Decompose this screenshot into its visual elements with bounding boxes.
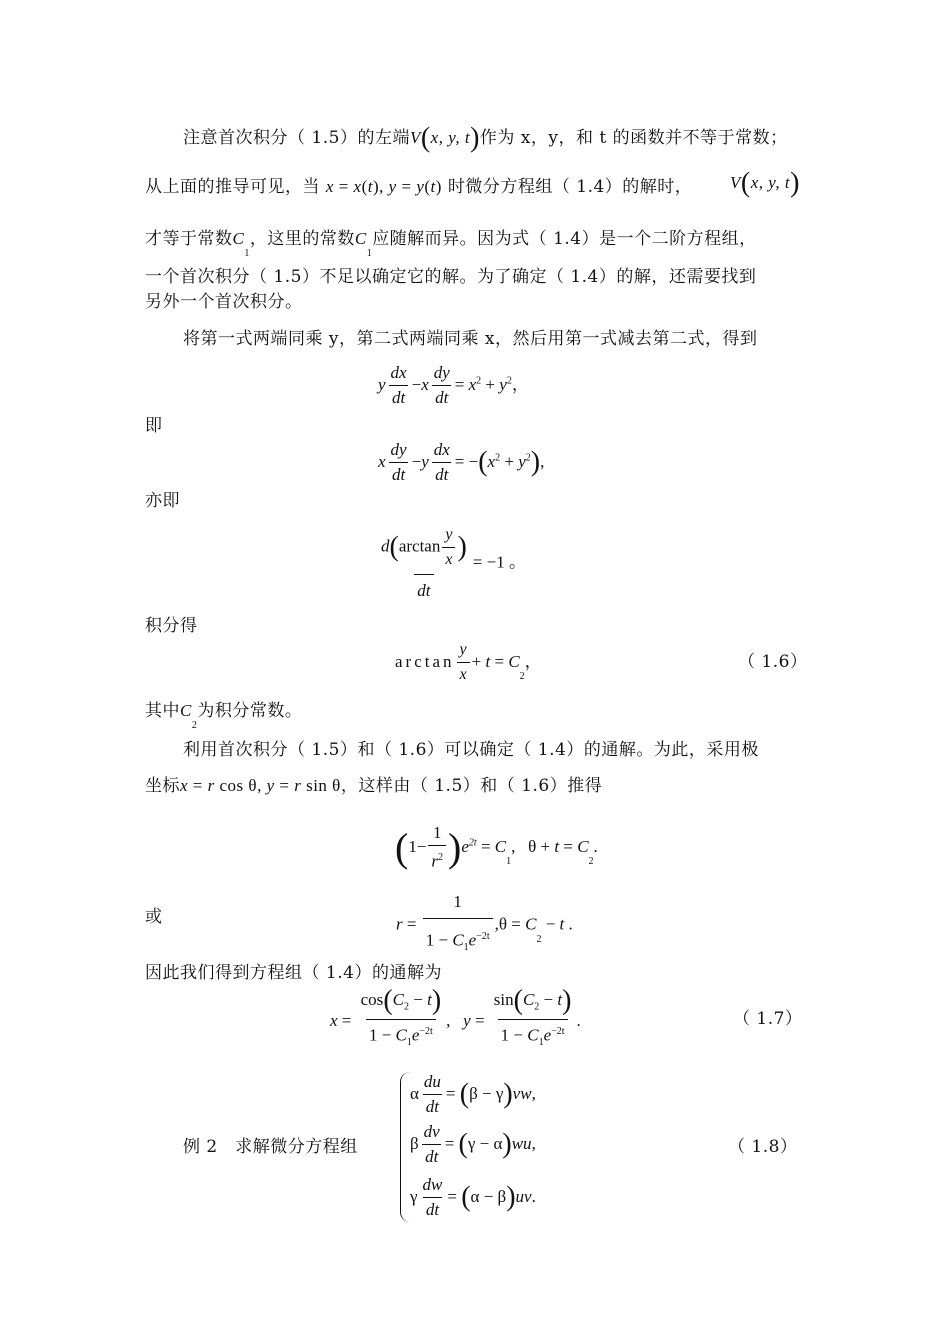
- math-V: V: [409, 128, 421, 147]
- para3-line1: 利用首次积分（ 1.5）和（ 1.6）可以确定（ 1.4）的通解。为此，采用极: [183, 740, 759, 760]
- equation-1: y $\frac{dx}{dt}$ −x $\frac{dy}{dt}$ = $x^2 + y^2$，: [378, 363, 529, 407]
- text-segment: ，这里的常数: [249, 229, 355, 249]
- equation-label-1-8: （ 1.8）: [728, 1137, 798, 1157]
- equation-1-7: x = $\frac{\cos(C_2 - t)}{1 - C_1e^{-2t}}$ , y = $\frac{\sin(C_2 - t)}{1 - C_1e^{-2t}}$ .: [330, 990, 581, 1053]
- equation-r: r = $\frac{1}{1 - C_1e^{-2t}}$ $,\theta = C_2 - t$ .: [396, 892, 573, 958]
- equation-label-1-6: （ 1.6）: [738, 652, 808, 672]
- general-solution-text: 因此我们得到方程组（ 1.4）的通解为: [145, 963, 442, 983]
- text-segment: ，这样由（ 1.5）和（ 1.6）推得: [340, 776, 603, 796]
- equation-label-1-7: （ 1.7）: [733, 1009, 803, 1029]
- text-segment: 从上面的推导可见，当: [145, 177, 320, 197]
- para1-line4: 一个首次积分（ 1.5）不足以确定它的解。为了确定（ 1.4）的解，还需要找到: [145, 267, 757, 287]
- example-2-heading: 例 2 求解微分方程组: [183, 1137, 358, 1157]
- para1-line5: 另外一个首次积分。: [145, 292, 303, 312]
- math-V-xyt-2: V(x, y, t): [730, 167, 800, 199]
- label-jifende: 积分得: [145, 616, 198, 636]
- equation-2: x $\frac{dy}{dt}$ −y $\frac{dx}{dt}$ = $-(x^2 + y^2)$,: [378, 440, 545, 484]
- para2: 将第一式两端同乘 y，第二式两端同乘 x，然后用第一式减去第二式，得到: [183, 329, 758, 349]
- text-segment: 应随解而异。因为式（ 1.4）是一个二阶方程组，: [372, 229, 757, 249]
- para1-line1: [183, 122, 788, 154]
- c2-sentence: 其中$C_2$为积分常数。: [145, 701, 303, 732]
- paren: (: [420, 122, 431, 154]
- text-segment: 作为 x，y，和 t 的函数并不等于常数；: [479, 128, 788, 148]
- text-segment: 时微分方程组（ 1.4）的解时，: [447, 177, 693, 197]
- para1-line3: 才等于常数$C_1$，这里的常数$C_1$应随解而异。因为式（ 1.4）是一个二阶方程组，: [145, 229, 757, 260]
- text-segment: 为积分常数。: [197, 701, 303, 721]
- equation-1-6: arctan $\frac{y}{x}$ + $t = C_2$，: [395, 641, 542, 683]
- equation-1-8-row3: γ $\frac{dw}{dt}$ = (α − β)uv.: [410, 1175, 536, 1219]
- equation-polar: (1− $\frac{1}{r^2}$ )$e^{2t} = C_1$, $\theta + t = C_2$.: [395, 823, 598, 871]
- label-huo: 或: [145, 907, 163, 927]
- math-xyt: x, y, t: [430, 128, 471, 147]
- paren: ): [470, 122, 480, 154]
- para1-line2: 从上面的推导可见，当 x = x(t), y = y(t) 时微分方程组（ 1.4）的解时，: [145, 177, 693, 197]
- label-ji: 即: [145, 416, 163, 436]
- text-segment: 注意首次积分（ 1.5）的左端: [183, 128, 410, 148]
- label-yiji: 亦即: [145, 491, 180, 511]
- equation-3: d(arctan $\frac{y}{x}$ ) dt = −1 。: [381, 526, 526, 600]
- equation-1-8-row1: α $\frac{du}{dt}$ = (β − γ)vw,: [410, 1072, 536, 1116]
- equation-1-8-row2: β $\frac{dv}{dt}$ = (γ − α)wu,: [410, 1122, 536, 1166]
- para3-line2: 坐标x = r cos θ, y = r sin θ，这样由（ 1.5）和（ 1.6）推得: [145, 776, 603, 796]
- text-segment: 其中: [145, 701, 180, 721]
- text-segment: 才等于常数: [145, 229, 233, 249]
- math-x-eq: x: [325, 177, 334, 196]
- text-segment: 坐标: [145, 776, 180, 796]
